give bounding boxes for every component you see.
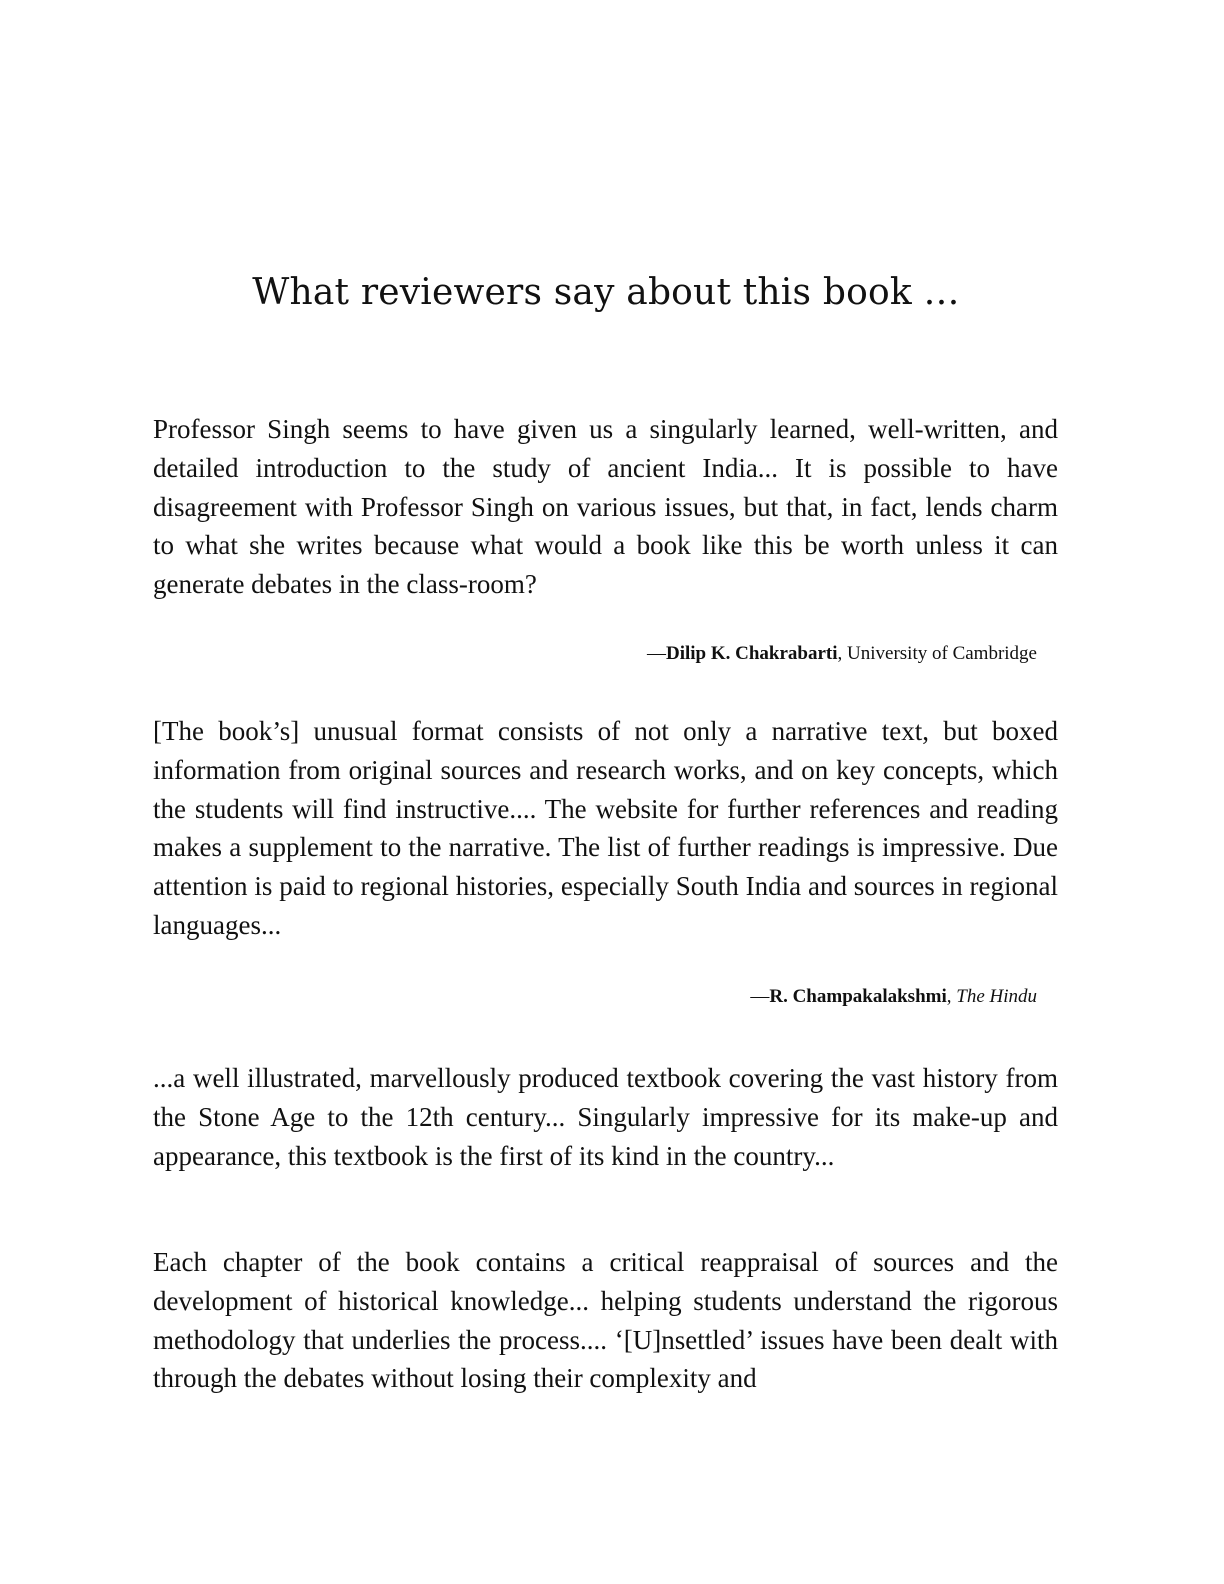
reviewer-name: R. Champakalakshmi	[769, 986, 947, 1007]
attribution-dash: —	[750, 986, 770, 1007]
attribution-dash: —	[646, 643, 666, 664]
attribution-separator: ,	[837, 643, 848, 664]
review-attribution-2	[750, 986, 1037, 1008]
review-text-1: Professor Singh seems to have given us a singularly learned, well-written, and detailed introduction to the study of ancient India... It is possible to have disagreement with Professor Singh on various issues, but that, in fact, lends charm to what she writes because what would a book like this be worth unless it can generate debates in the class-room?	[153, 414, 1058, 600]
attribution-separator: ,	[946, 986, 957, 1007]
review-text-2: [The book’s] unusual format consists of not only a narrative text, but boxed information from original sources and research works, and on key concepts, which the students will find instructive.... The website for further references and reading makes a supplement to the narrative. The list of further readings is impressive. Due attention is paid to regional histories, especially South India and sources in regional languages...	[153, 716, 1058, 940]
review-text-3: ...a well illustrated, marvellously produced textbook covering the vast history from the Stone Age to the 12th century... Singularly impressive for its make-up and appearance, this textbook is the first of its kind in the country...	[153, 1063, 1058, 1171]
review-attribution-1	[647, 643, 1037, 665]
reviewer-name: Dilip K. Chakrabarti	[665, 643, 838, 664]
page-title: What reviewers say about this book …	[252, 272, 960, 313]
review-text-4: Each chapter of the book contains a critical reappraisal of sources and the development of historical knowledge... helping students understand the rigorous methodology that underlies the process.... ‘[U]nsettled’ issues have been dealt with through the debates without losing their complexity and	[153, 1247, 1058, 1394]
reviewer-publication: The Hindu	[956, 986, 1037, 1007]
reviewer-affiliation: University of Cambridge	[847, 643, 1037, 664]
